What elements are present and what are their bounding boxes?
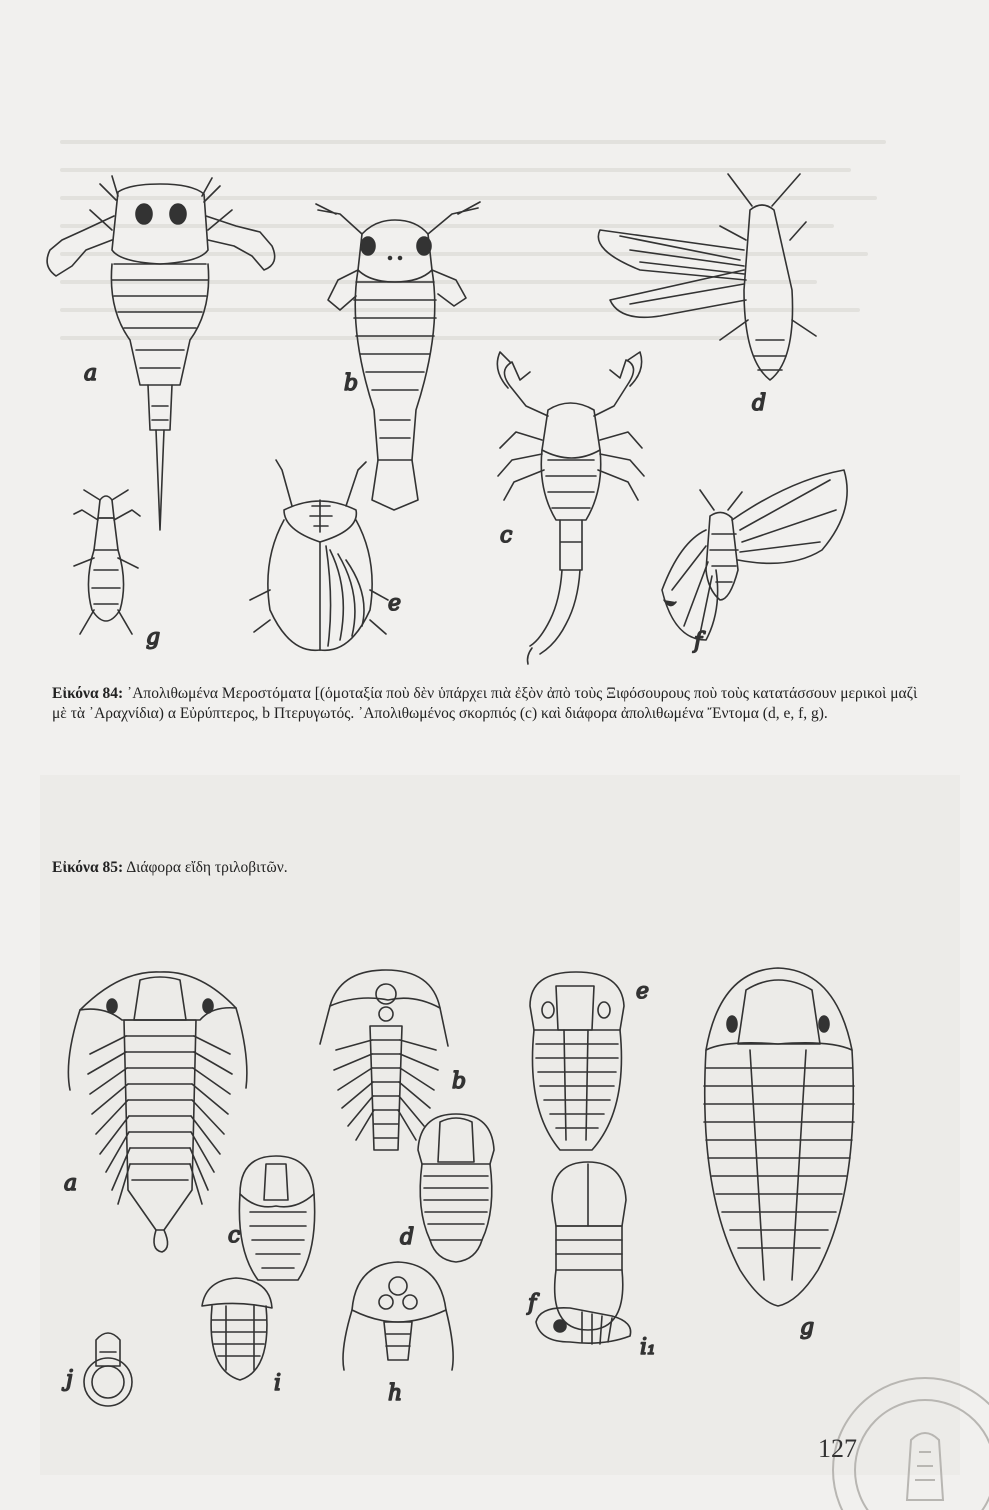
trilobite-i-drawing (202, 1278, 272, 1380)
figure-85-letter-b: b (452, 1069, 467, 1094)
trilobite-c-drawing (239, 1156, 314, 1280)
figure-84-letter-c: c (500, 523, 513, 548)
eurypterus-drawing (47, 176, 275, 530)
trilobite-j-drawing (84, 1333, 132, 1406)
page-number: 127 (818, 1434, 857, 1463)
trilobite-h-drawing (343, 1262, 453, 1370)
insect-g-drawing (74, 490, 140, 634)
trilobite-i1-drawing (536, 1308, 631, 1344)
figure-85-caption-text: Διάφορα εἴδη τριλοβιτῶν. (126, 859, 288, 876)
figure-84-caption (52, 684, 932, 724)
trilobite-f-drawing (552, 1162, 626, 1330)
trilobite-d-drawing (418, 1114, 494, 1262)
trilobite-g-drawing (704, 968, 854, 1306)
figure-84-letter-a: a (84, 361, 98, 386)
scorpion-drawing (497, 352, 644, 664)
trilobite-a-drawing (68, 972, 247, 1252)
trilobite-e-drawing (530, 972, 624, 1150)
figure-84-letter-b: b (344, 371, 359, 396)
figure-84-caption-text: ᾿Απολιθωμένα Μεροστόματα [(ὁμοταξία ποὺ δὲν ὑπάρχει πιὰ ἐξὸν ἀπὸ τοὺς Ξιφόσουρους ποὺ τοὺς κατατάσσουν μερικοὶ μαζὶ μὲ τὰ ᾿Αραχνίδια) α Εὐρύπτερος, b Πτερυγωτός. ᾿Απολιθωμένος σκορπιός (c) καὶ διάφορα ἀπολιθωμένα Ἔντομα (d, e, f, g). (52, 685, 918, 722)
figure-84-letter-g: g (146, 625, 161, 650)
figure-85-letter-i1: i₁ (640, 1335, 656, 1360)
figure-85-letter-i: i (274, 1371, 282, 1396)
moth-f-drawing (662, 470, 847, 640)
figure-85-letter-d: d (400, 1225, 415, 1250)
figure-85-letter-j: j (66, 1367, 73, 1392)
figure-85-letter-h: h (388, 1381, 403, 1406)
pterygotus-drawing (316, 202, 480, 510)
winged-insect-d-drawing (598, 174, 816, 380)
figure-85-label: Εἰκόνα 85: (52, 859, 124, 876)
figure-85-letter-c: c (228, 1223, 241, 1248)
figure-85-letter-f: f (528, 1291, 537, 1316)
figure-84-letter-e: e (388, 591, 402, 616)
figure-85-caption (52, 858, 932, 878)
figure-84-illustration (0, 170, 989, 670)
figure-84-letter-f: f (694, 629, 703, 654)
figure-84-label: Εἰκόνα 84: (52, 685, 124, 702)
figure-85-letter-a: a (64, 1171, 78, 1196)
insect-e-drawing (250, 460, 388, 650)
figure-85-letter-e: e (636, 979, 650, 1004)
figure-85-letter-g: g (800, 1315, 815, 1340)
figure-84-letter-d: d (752, 391, 767, 416)
